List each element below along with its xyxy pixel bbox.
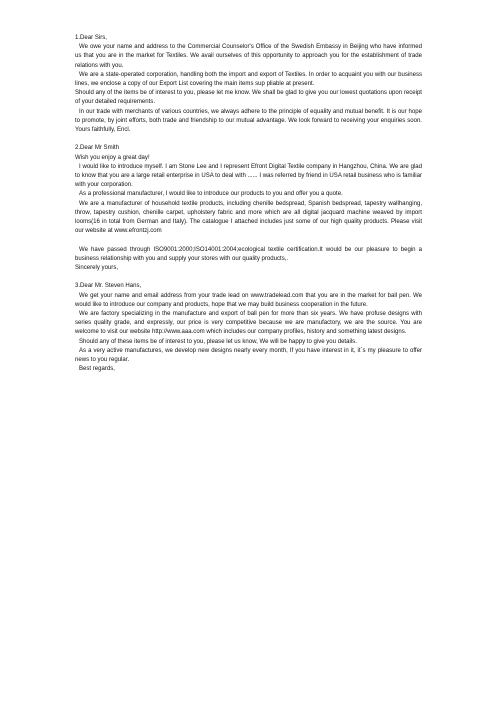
letter-1-paragraph-2: We are a state-operated corporation, handling both the import and export of Textiles. In order to acquaint you with our business lines, we enclose a copy of our Export List covering the main items sup pliable at present. bbox=[75, 71, 422, 88]
letter-3-paragraph-1: We get your name and email address from your trade lead on www.tradelead.com that you are in the market for ball pen. We would like to introduce our company and products, hope that we may build business cooperation in the future. bbox=[75, 292, 422, 308]
letter-3-salutation: 3.Dear Mr. Steven Hans, bbox=[75, 283, 142, 290]
letter-2-closing: Sincerely yours, bbox=[75, 265, 119, 272]
letter-2-paragraph-3: We are a manufacturer of household textile products, including chenille bedspread, Spanish bedspread, tapestry wallhanging, throw, tapestry cushion, chenille carpet, upholstery fabric and more which are all digital jacquard machine weaved by import looms(16 in total from German and Italy). The catalogue I attached includes just some of our high quality products. Please visit our website at www.efrontzj.com bbox=[75, 200, 422, 235]
letter-3-paragraph-3: Should any of these items be of interest to you, please let us know, We will be happy to give you details. bbox=[79, 338, 357, 345]
letter-3-paragraph-2: We are factory specializing in the manufacture and export of ball pen for more than six years. We have profuse designs with series quality grade, and expressly, our price is very competitive because we are manufactory, we are the source. You are welcome to visit our website http://www.aaa.com which includes our company profiles, history and something latest designs. bbox=[75, 311, 422, 336]
letter-1-paragraph-4: In our trade with merchants of various countries, we always adhere to the principle of equality and mutual benefit. It is our hope to promote, by joint efforts, both trade and friendship to our mutual advantage. We look forward to receiving your enquiries soon. Yours faithfully, Encl. bbox=[75, 108, 422, 134]
letter-3-closing: Best regards, bbox=[79, 366, 115, 373]
letter-1-salutation: 1.Dear Sirs, bbox=[75, 35, 107, 41]
letter-1-paragraph-1: We owe your name and address to the Commercial Counselor's Office of the Swedish Embassy in Beijing who have informed us that you are in the market for Textiles. We avail ourselves of this opportunity to approach you for the establishment of trade relations with you. bbox=[75, 44, 422, 69]
spacer bbox=[75, 273, 422, 282]
document-page bbox=[75, 34, 422, 374]
spacer bbox=[75, 236, 422, 245]
letter-3 bbox=[75, 282, 422, 374]
letter-2 bbox=[75, 144, 422, 273]
letter-1-paragraph-3: Should any of the items be of interest to you, please let me know. We shall be glad to give you our lowest quotations upon receipt of your detailed requirements. bbox=[75, 90, 422, 106]
letter-3-paragraph-4: As a very active manufactures, we develop new designs nearly every month, If you have interest in it, it`s my pleasure to offer news to you regular. bbox=[75, 347, 422, 364]
letter-2-paragraph-1: I would like to introduce myself. I am Stone Lee and I represent Efront Digital Textile company in Hangzhou, China. We are glad to know that you are a large retail enterprise in USA to deal with ...... I was referred by friend in USA retail business who is familiar with your corporation. bbox=[75, 163, 422, 189]
letter-2-salutation: 2.Dear Mr Smith bbox=[75, 145, 120, 152]
letter-2-greeting: Wish you enjoy a great day! bbox=[75, 154, 150, 161]
letter-1 bbox=[75, 34, 422, 135]
spacer bbox=[75, 135, 422, 144]
letter-2-paragraph-4: We have passed through ISO9001:2000;ISO14001:2004;ecological textile certification.It would be our pleasure to begin a business relationship with you and supply your stores with our quality products,. bbox=[75, 246, 422, 262]
letter-2-paragraph-2: As a professional manufacturer, I would like to introduce our products to you and offer you a quote. bbox=[79, 191, 343, 198]
